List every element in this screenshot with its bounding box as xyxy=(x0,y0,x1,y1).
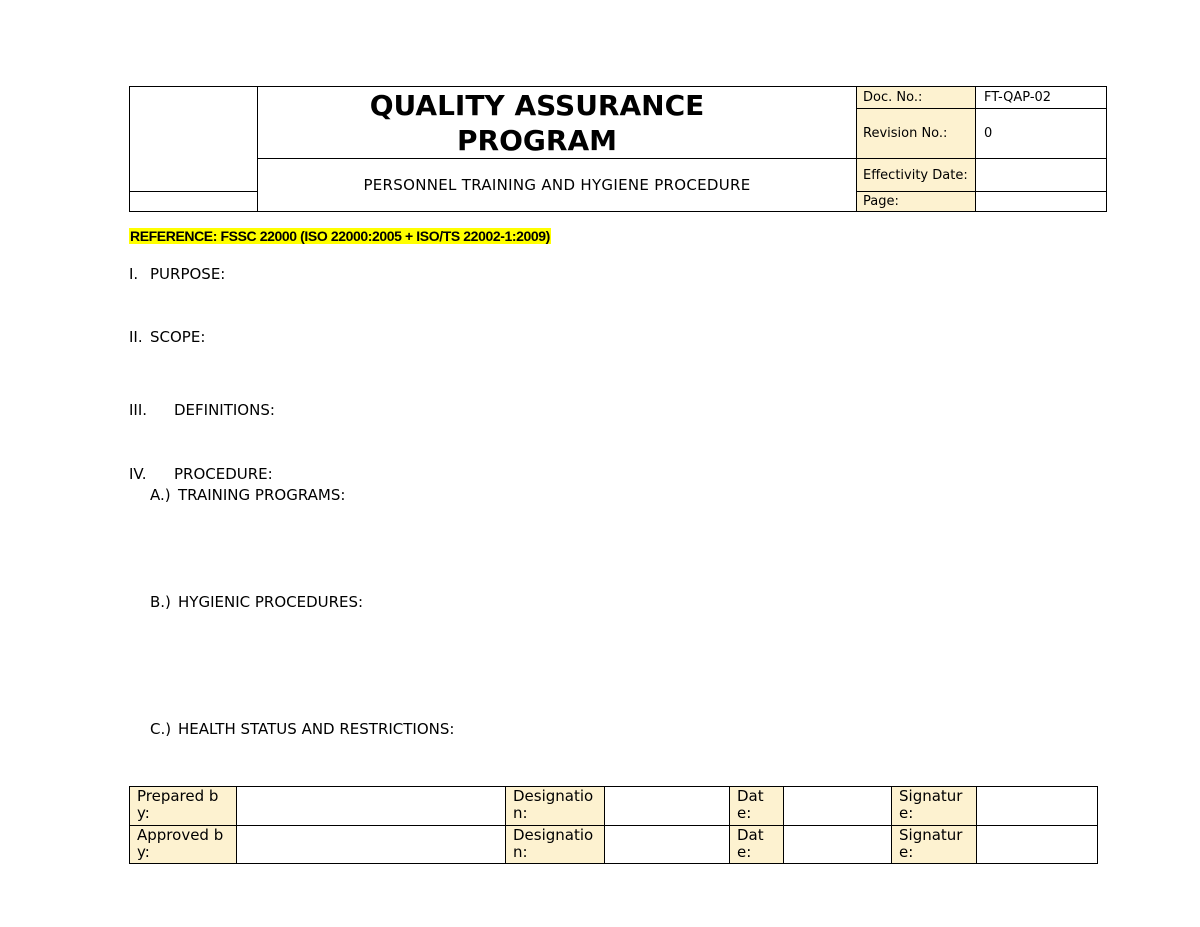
prepared-by-label: Prepared by: xyxy=(130,787,237,826)
subsection-number: A.) xyxy=(150,486,171,504)
date-label: Date: xyxy=(730,825,784,864)
designation-label: Designation: xyxy=(506,787,605,826)
subsection-label: HYGIENIC PROCEDURES: xyxy=(178,593,364,611)
title-line-1: QUALITY ASSURANCE xyxy=(369,88,705,122)
subsection-number: B.) xyxy=(150,593,171,611)
logo-cell xyxy=(130,87,258,192)
section-label: SCOPE: xyxy=(150,328,206,346)
section-scope xyxy=(129,328,205,346)
revision-value: 0 xyxy=(976,109,1107,159)
approved-by-label: Approved by: xyxy=(130,825,237,864)
doc-no-label: Doc. No.: xyxy=(857,87,976,109)
section-procedure xyxy=(129,465,273,483)
subsection-label: TRAINING PROGRAMS: xyxy=(178,486,346,504)
page-subtitle: PERSONNEL TRAINING AND HYGIENE PROCEDURE xyxy=(258,159,857,212)
subsection-training xyxy=(150,486,345,504)
designation-label: Designation: xyxy=(506,825,605,864)
section-label: PROCEDURE: xyxy=(174,465,273,483)
date-field xyxy=(784,787,892,826)
effectivity-label: Effectivity Date: xyxy=(857,159,976,192)
section-label: DEFINITIONS: xyxy=(174,401,275,419)
doc-no-value: FT-QAP-02 xyxy=(976,87,1107,109)
signature-field xyxy=(977,825,1098,864)
section-purpose xyxy=(129,265,225,283)
title-line-2: PROGRAM xyxy=(457,123,617,157)
section-number: IV. xyxy=(129,465,147,483)
designation-field xyxy=(605,787,730,826)
prepared-by-field xyxy=(237,787,506,826)
revision-label: Revision No.: xyxy=(857,109,976,159)
effectivity-value xyxy=(976,159,1107,192)
page-value xyxy=(976,192,1107,212)
signature-label: Signature: xyxy=(892,825,977,864)
section-number: I. xyxy=(129,265,139,283)
section-number: III. xyxy=(129,401,148,419)
subsection-hygienic xyxy=(150,593,363,611)
section-label: PURPOSE: xyxy=(150,265,226,283)
section-definitions xyxy=(129,401,275,419)
logo-cell-bottom xyxy=(130,192,258,212)
table-row xyxy=(130,825,1098,864)
page-label: Page: xyxy=(857,192,976,212)
designation-field xyxy=(605,825,730,864)
signature-field xyxy=(977,787,1098,826)
subsection-label: HEALTH STATUS AND RESTRICTIONS: xyxy=(178,720,455,738)
signoff-table xyxy=(129,786,1098,864)
table-row xyxy=(130,787,1098,826)
reference-line: REFERENCE: FSSC 22000 (ISO 22000:2005 + ISO/TS 22002-1:2009) xyxy=(130,228,550,244)
date-field xyxy=(784,825,892,864)
date-label: Date: xyxy=(730,787,784,826)
document-header-table xyxy=(129,86,1107,212)
page-title xyxy=(258,87,857,159)
signature-label: Signature: xyxy=(892,787,977,826)
subsection-number: C.) xyxy=(150,720,172,738)
section-number: II. xyxy=(129,328,143,346)
subsection-health xyxy=(150,720,454,738)
approved-by-field xyxy=(237,825,506,864)
